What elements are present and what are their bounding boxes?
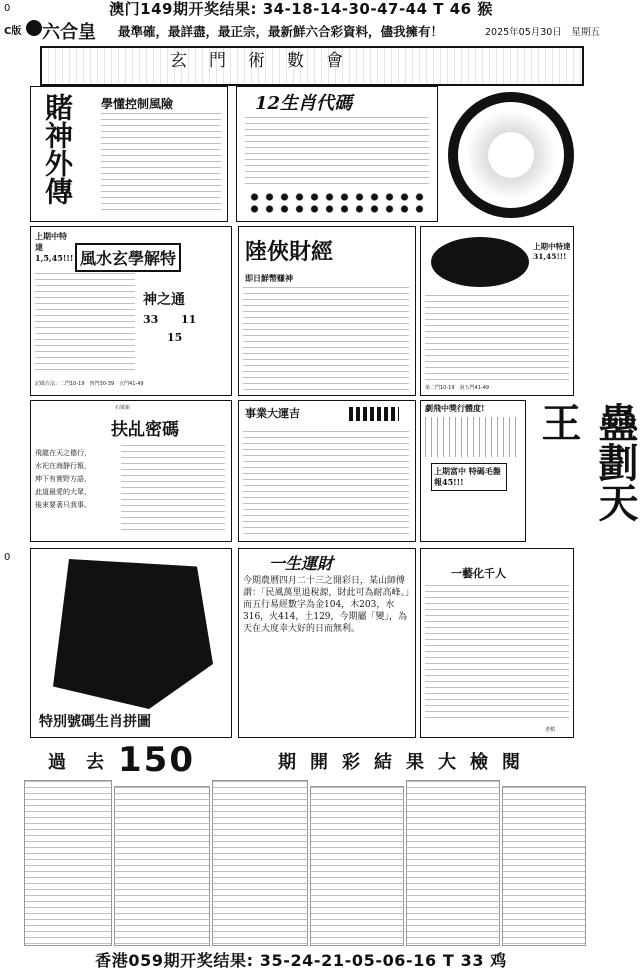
zodiac-code-title: 12生肖代碼	[255, 93, 353, 114]
fengshui-sub: 神之通	[143, 292, 185, 308]
fuluan-poem-line: 此道最愛的大眾，	[35, 488, 91, 496]
masthead-title: 玄門術數會	[170, 51, 365, 71]
result-table-6	[502, 786, 586, 946]
magic-wheel-icon	[431, 237, 529, 287]
xiangfei-grid	[425, 417, 521, 457]
luck-title: 一生運財	[269, 554, 334, 573]
fengshui-num-2: 11	[181, 313, 197, 326]
magic-wheel-text	[425, 295, 569, 381]
tuzheng-image	[53, 559, 213, 709]
gamble-god-title: 學懂控制風險	[101, 97, 174, 111]
magic-wheel-tag: 上期中特達 31,45!!!	[533, 242, 571, 261]
luck-text: 今期農曆四月二十三之開彩日，某山師傅謂：「民風萬里退稅源，財此可為耐高峰。」而五行易經數字為金104，木203，水316，火414，土129，今期屬「變」，為天在大度幸大好的日而無利。	[243, 576, 410, 634]
tuzheng-title: 特別號碼生肖拼圖	[39, 714, 151, 730]
fuluan-poem-line: 水祀在海靜行報，	[35, 462, 91, 470]
zodiac-code-dots	[247, 191, 427, 215]
thousand-section	[420, 548, 574, 738]
fengshui-tag: 上期中特達 1,5,45!!!	[35, 231, 74, 263]
fuluan-poem-line: 後來要著只我事。	[35, 501, 91, 509]
luxia-sub: 即日鮮幣赚神	[245, 273, 293, 283]
gamble-god-side-title: 賭神外傳	[41, 93, 74, 205]
magic-wheel-section	[420, 226, 574, 396]
date: 2025年05月30日 星期五	[485, 27, 600, 38]
fuluan-title: 扶乩密碼	[111, 420, 179, 440]
fengshui-title: 風水玄學解特	[75, 243, 181, 272]
fuluan-section	[30, 400, 232, 542]
fuluan-poem-line: 坤下有實野方語，	[35, 475, 91, 483]
xiangfei-section	[420, 400, 526, 542]
results-review-right: 期開彩結果大檢閱	[278, 752, 534, 773]
slogan: 最準確，最詳盡，最正宗，最新鮮六合彩資料，儘我擁有！	[118, 24, 444, 39]
fengshui-num-3: 15	[167, 331, 183, 344]
thousand-author: 老稻	[545, 727, 556, 733]
logo: 六合皇	[42, 22, 96, 43]
luck-section	[238, 548, 416, 738]
xiangfei-title: 劇飛中獎行體度!	[425, 403, 485, 413]
fuluan-text	[121, 445, 225, 535]
logo-icon	[26, 20, 42, 36]
thousand-text	[425, 585, 569, 723]
fuluan-poem-line: 飛龍在天之德行，	[35, 449, 91, 457]
gamble-god-section	[30, 86, 228, 222]
pinggu-title: 蠱劃天王	[535, 402, 639, 522]
chart-box-text	[243, 431, 409, 535]
chart-box-title: 事業大運吉	[245, 407, 300, 420]
chart-box-icon	[349, 407, 399, 421]
luxia-section	[238, 226, 416, 396]
gamble-god-text	[101, 113, 221, 213]
result-table-2	[114, 786, 210, 946]
luxia-title: 陸俠財經	[245, 239, 334, 265]
luxia-text	[243, 287, 409, 391]
macau-result-banner: 澳门149期开奖结果: 34-18-14-30-47-44 T 46 猴	[109, 0, 493, 18]
xiangfei-tag: 上期富中 特碼毛盤 報45!!!	[431, 463, 507, 491]
chart-box-section	[238, 400, 416, 542]
tuzheng-section	[30, 548, 232, 738]
result-table-3	[212, 780, 308, 946]
fengshui-num-1: 33	[143, 313, 159, 326]
fengshui-footer: 記碼方法：二門10-19 四門30-39 五門41-49	[35, 381, 144, 387]
zodiac-wheel-icon	[448, 92, 574, 218]
page-number-mid: 0	[4, 552, 11, 563]
hongkong-result-banner: 香港059期开奖结果: 35-24-21-05-06-16 T 33 鸡	[95, 951, 507, 970]
edition-label: C版	[4, 26, 22, 37]
result-table-4	[310, 786, 404, 946]
results-review-title	[32, 740, 580, 780]
results-review-left: 過去	[48, 752, 124, 773]
page-number: 0	[4, 3, 11, 14]
zodiac-code-text	[245, 117, 429, 187]
magic-wheel-footer: 第二門10-19 第五門41-49	[425, 385, 490, 391]
result-table-5	[406, 780, 500, 946]
fengshui-section	[30, 226, 232, 396]
results-review-num: 150	[118, 740, 195, 780]
zodiac-code-section	[236, 86, 438, 222]
fuluan-author: 石梁新	[115, 405, 131, 411]
fuluan-poem	[35, 447, 91, 512]
fengshui-text	[35, 273, 135, 373]
thousand-title: 一藝化千人	[451, 567, 506, 580]
result-table-1	[24, 780, 112, 946]
